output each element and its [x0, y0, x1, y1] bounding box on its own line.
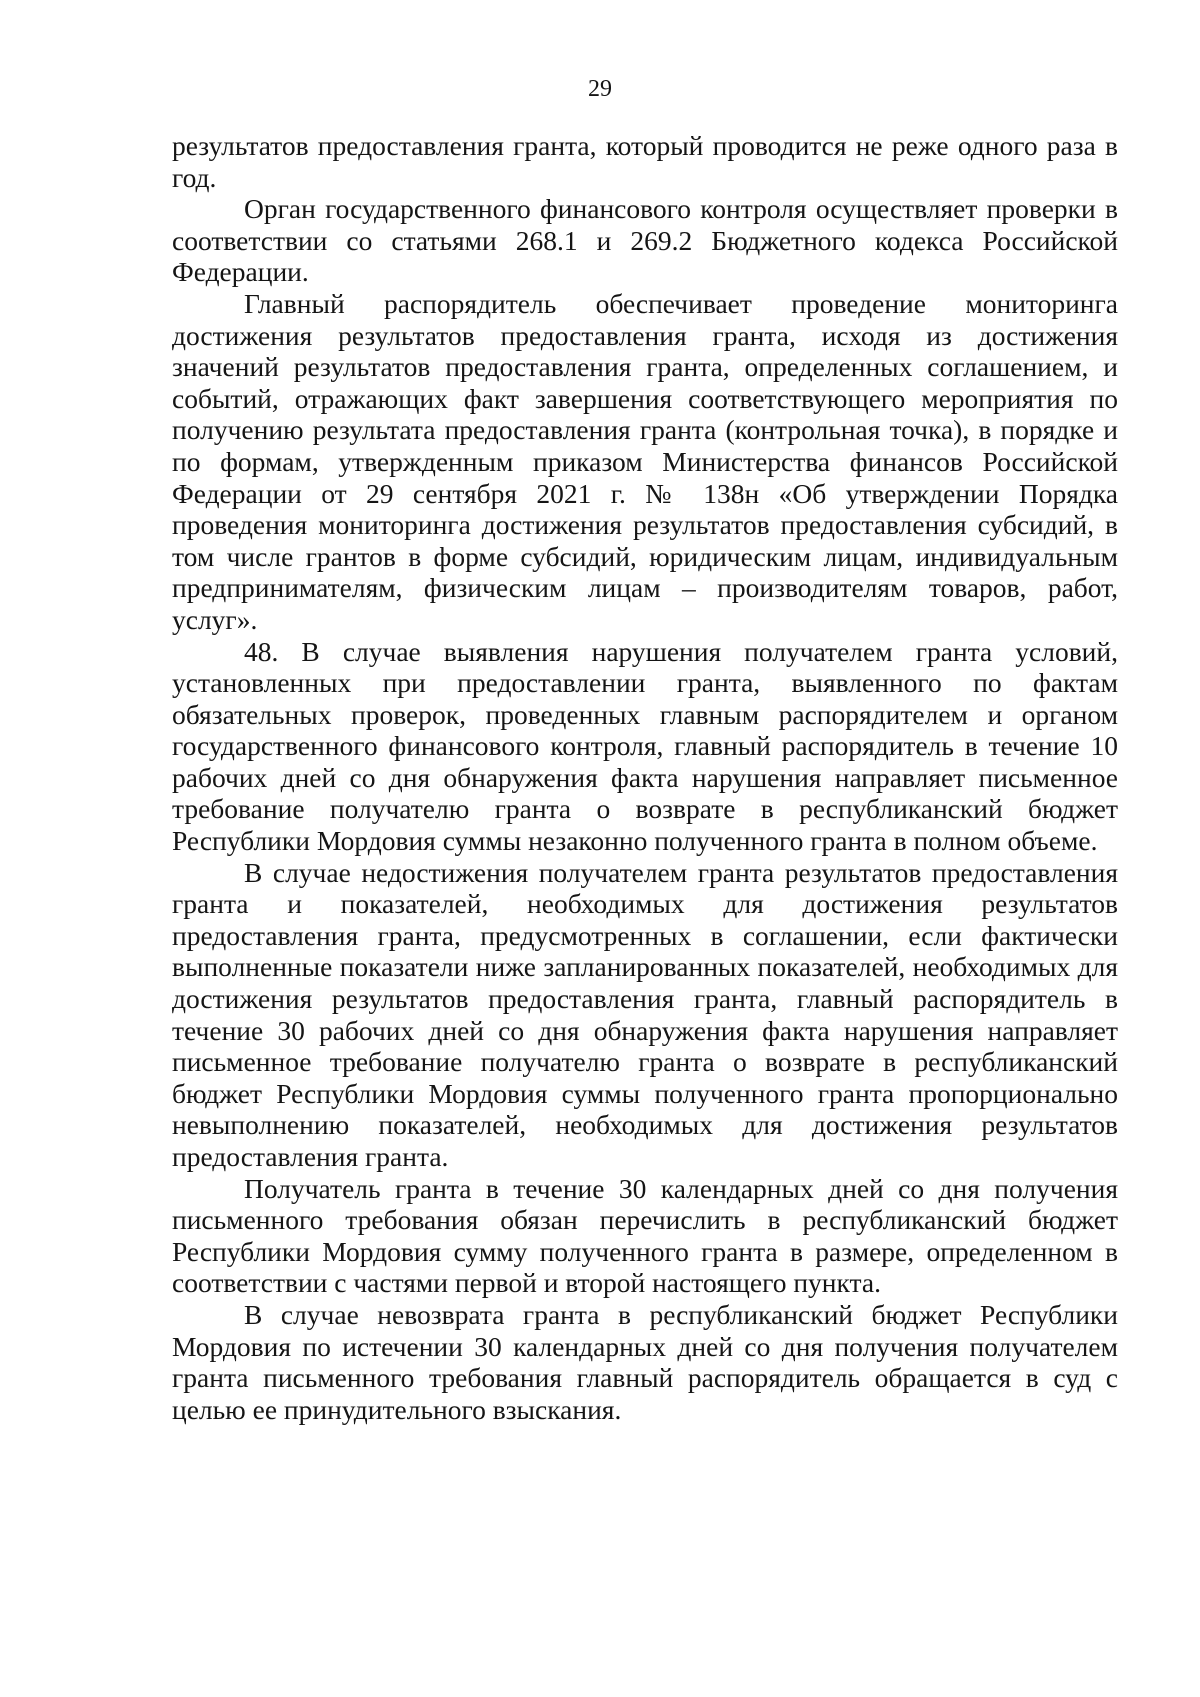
paragraph-court-recovery: В случае невозврата гранта в республиканский бюджет Республики Мордовия по истечении 30 календарных дней со дня получения получателем гранта письменного требования главный распорядитель обращается в суд с целью ее принудительного взыскания.	[172, 1298, 1118, 1425]
page-number: 29	[588, 76, 612, 102]
paragraph-monitoring: Главный распорядитель обеспечивает проведение мониторинга достижения результатов предоставления гранта, исходя из достижения значений результатов предоставления гранта, определенных соглашением, и событий, отражающих факт завершения соответствующего мероприятия по получению результата предоставления гранта (контрольная точка), в порядке и по формам, утвержденным приказом Министерства финансов Российской Федерации от 29 сентября 2021 г. № 138н «Об утверждении Порядка проведения мониторинга достижения результатов предоставления субсидий, в том числе грантов в форме субсидий, юридическим лицам, индивидуальным предпринимателям, физическим лицам – производителям товаров, работ, услуг».	[172, 287, 1118, 635]
document-body	[172, 130, 1118, 1425]
paragraph-continuation: результатов предоставления гранта, который проводится не реже одного раза в год.	[172, 130, 1118, 193]
paragraph-item-48: 48. В случае выявления нарушения получателем гранта условий, установленных при предоставлении гранта, выявленного по фактам обязательных проверок, проведенных главным распорядителем и органом государственного финансового контроля, главный распорядитель в течение 10 рабочих дней со дня обнаружения факта нарушения направляет письменное требование получателю гранта о возврате в республиканский бюджет Республики Мордовия суммы незаконно полученного гранта в полном объеме.	[172, 635, 1118, 857]
paragraph-repayment-term: Получатель гранта в течение 30 календарных дней со дня получения письменного требования обязан перечислить в республиканский бюджет Республики Мордовия сумму полученного гранта в размере, определенном в соответствии с частями первой и второй настоящего пункта.	[172, 1172, 1118, 1299]
paragraph-non-achievement: В случае недостижения получателем гранта результатов предоставления гранта и показателей, необходимых для достижения результатов предоставления гранта, предусмотренных в соглашении, если фактически выполненные показатели ниже запланированных показателей, необходимых для достижения результатов предоставления гранта, главный распорядитель в течение 30 рабочих дней со дня обнаружения факта нарушения направляет письменное требование получателю гранта о возврате в республиканский бюджет Республики Мордовия суммы полученного гранта пропорционально невыполнению показателей, необходимых для достижения результатов предоставления гранта.	[172, 856, 1118, 1172]
paragraph-financial-control: Орган государственного финансового контроля осуществляет проверки в соответствии со статьями 268.1 и 269.2 Бюджетного кодекса Российской Федерации.	[172, 193, 1118, 288]
